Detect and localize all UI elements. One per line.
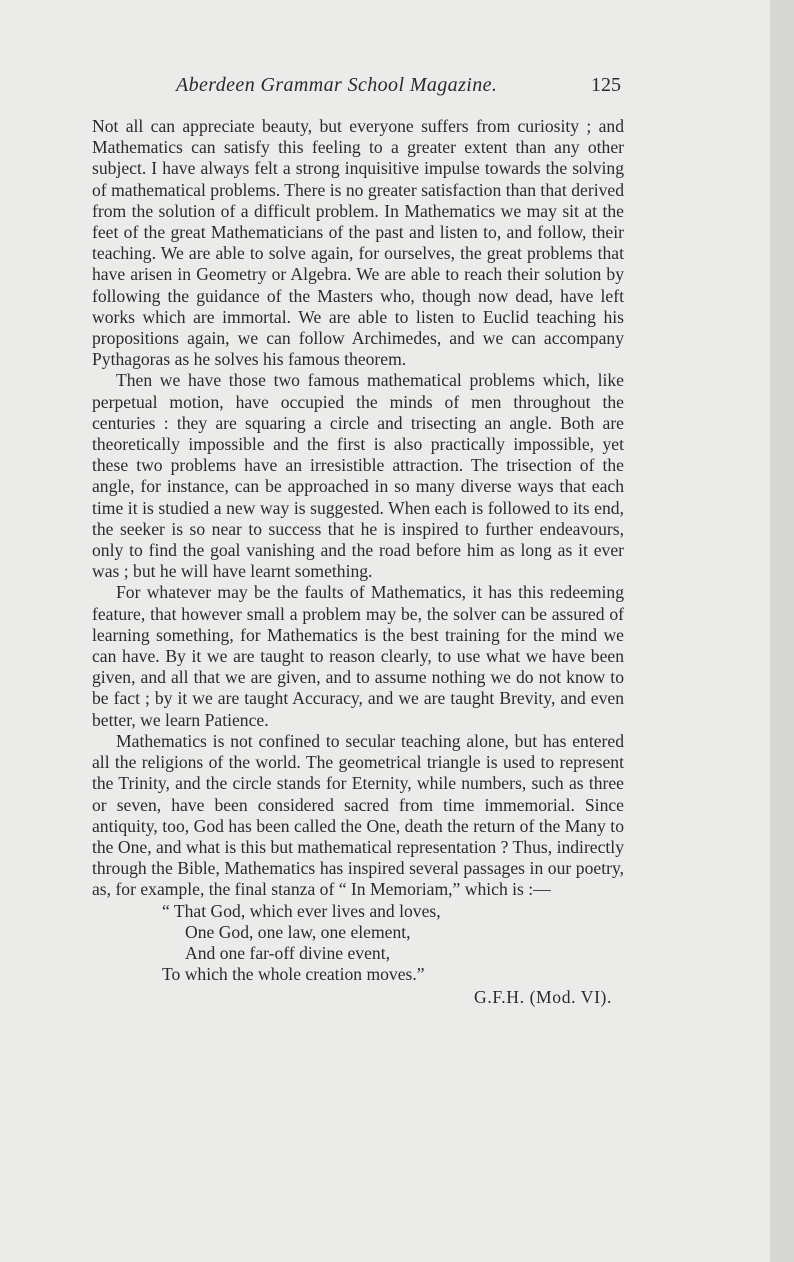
poem-line: One God, one law, one element,	[185, 921, 411, 942]
poem-stanza	[92, 901, 624, 986]
paragraph-redeeming-feature: For whatever may be the faults of Mathematics, it has this redeeming feature, that however small a problem may be, the solver can be assured of learning something, for Mathematics is the best training for the mind we can have. By it we are taught to reason clearly, to use what we have been given, and all that we are given, and to assume nothing we do not know to be fact ; by it we are taught Accuracy, and we are taught Brevity, and even better, we learn Patience.	[92, 582, 624, 730]
scan-edge	[770, 0, 794, 1262]
running-title: Aberdeen Grammar School Magazine.	[176, 74, 498, 96]
paragraph-famous-problems: Then we have those two famous mathematical problems which, like perpetual motion, have occupied the minds of men throughout the centuries : they are squaring a circle and trisecting an angle. Both are theoretically impossible and the first is also practically impossible, yet these two problems have an irresistible attraction. The trisection of the angle, for instance, can be approached in so many diverse ways that each time it is studied a new way is suggested. When each is followed to its end, the seeker is so near to success that he is inspired to further endeavours, only to find the goal vanishing and the road before him as long as it ever was ; but he will have learnt something.	[92, 370, 624, 582]
poem-line: To which the whole creation moves.”	[162, 964, 425, 985]
page-number: 125	[591, 74, 621, 96]
article-body	[92, 116, 624, 1009]
poem-line: And one far-off divine event,	[185, 942, 390, 963]
paragraph-religion: Mathematics is not confined to secular teaching alone, but has entered all the religions of the world. The geometrical triangle is used to represent the Trinity, and the circle stands for Eternity, while numbers, such as three or seven, have been considered sacred from time immemorial. Since antiquity, too, God has been called the One, death the return of the Many to the One, and what is this but mathematical representation ? Thus, indirectly through the Bible, Mathematics has inspired several passages in our poetry, as, for example, the final stanza of “ In Memoriam,” which is :—	[92, 730, 624, 900]
poem-line: “ That God, which ever lives and loves,	[162, 900, 441, 921]
author-signature: G.F.H. (Mod. VI).	[474, 987, 612, 1008]
paragraph-curiosity: Not all can appreciate beauty, but everyone suffers from curiosity ; and Mathematics can satisfy this feeling to a greater extent than any other subject. I have always felt a strong inquisitive impulse towards the solving of mathematical problems. There is no greater satisfaction than that derived from the solution of a difficult problem. In Mathematics we may sit at the feet of the great Mathematicians of the past and listen to, and follow, their teaching. We are able to solve again, for ourselves, the great problems that have arisen in Geometry or Algebra. We are able to reach their solution by following the guidance of the Masters who, though now dead, have left works which are immortal. We are able to listen to Euclid teaching his propositions again, we can follow Archimedes, and we can accompany Pythagoras as he solves his famous theorem.	[92, 116, 624, 370]
page-header	[0, 74, 770, 102]
